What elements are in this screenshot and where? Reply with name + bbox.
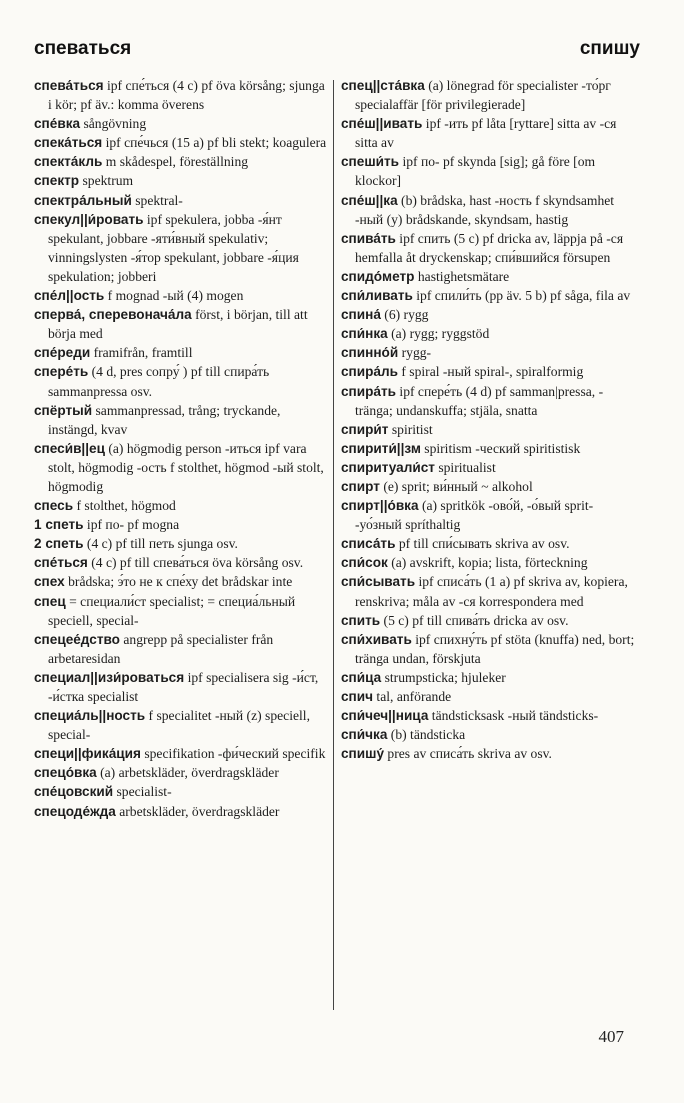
- dictionary-entry: спецее́дство angrepp på specialister från arbetaresidan: [34, 631, 274, 666]
- dictionary-entry: спех brådska; э́то не к спе́ху det brådskar inte: [34, 574, 293, 590]
- dictionary-entry: спе́вка sångövning: [34, 116, 147, 132]
- dictionary-entry: спира́ль f spiral -ный spiral-, spiralformig: [341, 364, 584, 380]
- dictionary-entry: спе́реди framifrån, framtill: [34, 345, 193, 361]
- dictionary-entry: спере́ть (4 d, pres сопру́ ) pf till спира́ть sammanpressa osv.: [34, 364, 270, 399]
- dictionary-entry: специ||фика́ция specifikation -фи́ческий specifik: [34, 746, 326, 762]
- running-head-left: спеваться: [34, 38, 132, 59]
- dictionary-entry: спецо́вка (a) arbetskläder, överdragskläder: [34, 765, 279, 781]
- dictionary-entry: спёртый sammanpressad, trång; tryckande, instängd, kvav: [34, 402, 281, 437]
- dictionary-entry: спесь f stolthet, högmod: [34, 498, 176, 514]
- dictionary-entry: спи́нка (a) rygg; ryggstöd: [341, 326, 490, 342]
- dictionary-entry: спирити́||зм spiritism -ческий spiritistisk: [341, 440, 581, 456]
- dictionary-entry: 2 спеть (4 c) pf till петь sjunga osv.: [34, 536, 238, 552]
- dictionary-entry: спи́чка (b) tändsticka: [341, 727, 466, 743]
- dictionary-entry: спе́ш||ка (b) brådska, hast -ность f skyndsamhet -ный (y) brådskande, skyndsam, hastig: [341, 192, 615, 227]
- dictionary-entry: спектр spektrum: [34, 173, 134, 189]
- dictionary-entry: спекул||и́ровать ipf spekulera, jobba -я́нт spekulant, jobbare -яти́вный spekulativ; vinningslysten -я́тор spekulant, jobbare -я́ция spekulation; jobberi: [34, 211, 299, 284]
- dictionary-entry: спи́чеч||ница tändsticksask -ный tändsticks-: [341, 708, 599, 724]
- dictionary-entry: спири́т spiritist: [341, 421, 433, 437]
- dictionary-entry: спи́сывать ipf списа́ть (1 a) pf skriva av, kopiera, renskriva; måla av -ся korrespondera med: [341, 574, 628, 609]
- dictionary-entry: спива́ть ipf спить (5 c) pf dricka av, läppja på -ся hemfalla åt dryckenskap; спи́вшийся försupen: [341, 230, 624, 265]
- dictionary-entry: спи́ливать ipf спили́ть (pp äv. 5 b) pf såga, fila av: [341, 288, 631, 304]
- dictionary-entry: спи́сок (a) avskrift, kopia; lista, förteckning: [341, 555, 588, 571]
- dictionary-entry: спец||ста́вка (a) lönegrad för specialister -то́рг specialaffär [för privilegierade]: [341, 78, 611, 113]
- running-head-right: спишу: [579, 38, 640, 59]
- dictionary-entry: 1 спеть ipf по- pf mogna: [34, 517, 180, 533]
- dictionary-entry: спирт||о́вка (a) spritkök -ово́й, -о́вый sprit- -уо́зный spríthaltig: [341, 498, 594, 533]
- dictionary-entry: спектра́льный spektral-: [34, 192, 183, 208]
- dictionary-entry: спе́л||ость f mognad -ый (4) mogen: [34, 288, 244, 304]
- dictionary-entry: спич tal, anförande: [341, 689, 452, 704]
- dictionary-entry: спинно́й rygg-: [341, 345, 432, 361]
- dictionary-entry: специа́ль||ность f specialitet -ный (z) speciell, special-: [34, 708, 310, 743]
- dictionary-entry: специал||изи́роваться ipf specialisera sig -и́ст, -и́стка specialist: [34, 669, 319, 704]
- dictionary-entry: спи́ца strumpsticka; hjuleker: [341, 669, 506, 685]
- dictionary-entry: спить (5 c) pf till спива́ть dricka av osv.: [341, 612, 569, 628]
- dictionary-entry: списа́ть pf till спи́сывать skriva av osv.: [341, 536, 570, 552]
- left-column: [34, 76, 330, 821]
- dictionary-entry: спеси́в||ец (a) högmodig person -иться ipf vara stolt, högmodig -ость f stolthet, högmod -ый stolt, högmodig: [34, 440, 324, 494]
- right-column: [341, 76, 637, 763]
- dictionary-entry: спидо́метр hastighetsmätare: [341, 268, 510, 284]
- dictionary-entry: спина́ (6) rygg: [341, 307, 429, 323]
- dictionary-entry: спирт (e) sprit; ви́нный ~ alkohol: [341, 478, 533, 494]
- dictionary-entry: спекта́кль m skådespel, föreställning: [34, 154, 249, 170]
- dictionary-entry: спе́ться (4 c) pf till спева́ться öva körsång osv.: [34, 555, 304, 571]
- dictionary-entry: спишу́ pres av списа́ть skriva av osv.: [341, 746, 552, 762]
- dictionary-entry: спецоде́жда arbetskläder, överdragskläder: [34, 803, 280, 819]
- dictionary-entry: спи́хивать ipf спихну́ть pf stöta (knuffa) ned, bort; tränga undan, förskjuta: [341, 631, 635, 666]
- column-divider: [333, 80, 334, 1010]
- page-number: 407: [598, 1027, 624, 1046]
- dictionary-entry: спеши́ть ipf по- pf skynda [sig]; gå före [om klockor]: [341, 154, 596, 189]
- dictionary-entry: спе́цовский specialist-: [34, 784, 172, 800]
- dictionary-entry: спека́ться ipf спе́чься (15 a) pf bli stekt; koagulera: [34, 135, 327, 151]
- dictionary-entry: спец = специали́ст specialist; = специа́льный speciell, special-: [34, 593, 296, 628]
- dictionary-entry: сперва́, сперевонача́ла först, i början, till att börja med: [34, 307, 308, 342]
- dictionary-entry: спиритуали́ст spiritualist: [341, 459, 496, 475]
- dictionary-entry: спира́ть ipf спере́ть (4 d) pf samman|pressa, -tränga; undanskuffa; stjäla, snatta: [341, 383, 604, 418]
- dictionary-entry: спева́ться ipf спе́ться (4 c) pf öva körsång; sjunga i kör; pf äv.: komma överens: [34, 78, 325, 113]
- dictionary-entry: спе́ш||ивать ipf -ить pf låta [ryttare] sitta av -ся sitta av: [341, 116, 617, 151]
